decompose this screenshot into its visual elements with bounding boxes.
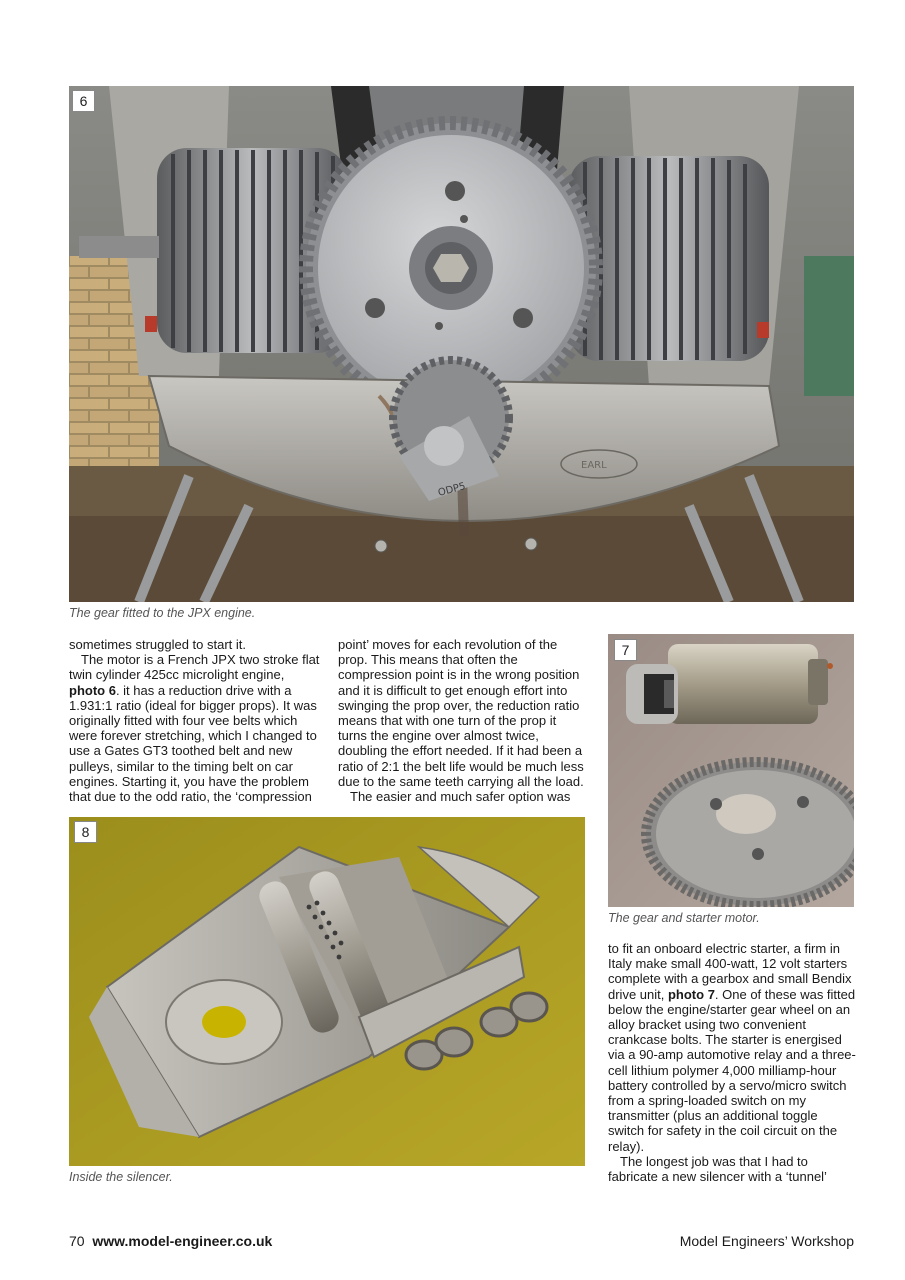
photo-6-engine-gear [69, 86, 854, 602]
silencer-illustration [69, 817, 585, 1166]
starter-part-mark: ODP5 [436, 481, 467, 499]
website-url[interactable]: www.model-engineer.co.uk [92, 1233, 273, 1249]
photo-7-caption: The gear and starter motor. [608, 911, 760, 925]
footer-left [69, 1233, 272, 1249]
photo-7-reference: photo 7 [667, 986, 715, 1002]
text-column-3 [608, 941, 856, 1184]
photo-8-number: 8 [74, 821, 97, 843]
publication-name: Model Engineers’ Workshop [679, 1233, 854, 1249]
col2-paragraph-2: The easier and much safer option was [350, 789, 571, 805]
text-column-2 [338, 637, 588, 804]
col3-paragraph-2: The longest job was that I had to fabricate a new silencer with a ‘tunnel’ [608, 1153, 827, 1185]
col1-paragraph-2 [69, 652, 321, 804]
photo-6-caption: The gear fitted to the JPX engine. [69, 606, 256, 620]
col2-paragraph-1: point’ moves for each revolution of the prop. This means that often the compression point is in the wrong position and it is difficult to get enough effort into swinging the prop over, the reduction ratio means that with one turn of the prop it turns the engine over almost twice, doubling the effort needed. If it had been a ratio of 2:1 the belt life would be much less due to the same teeth carrying all the load. [338, 637, 584, 789]
text-column-1 [69, 637, 321, 804]
page-number: 70 [69, 1233, 85, 1249]
col3-p1-text-a: to fit an onboard electric starter, a firm in Italy make small 400-watt, 12 volt starters complete with a gearbox and small Bendix drive unit, [608, 941, 852, 1002]
right-cylinder-fins [569, 156, 769, 361]
col1-p2-text-a: The motor is a French JPX two stroke flat twin cylinder 425cc microlight engine, [69, 652, 320, 683]
engine-gear-illustration [69, 86, 854, 602]
starter-motor-illustration [608, 634, 854, 907]
photo-6-number: 6 [72, 90, 95, 112]
col3-p1-text-b: . One of these was fitted below the engine/starter gear wheel on an alloy bracket using two convenient crankcase bolts. The starter is energised via a 90-amp automotive relay and a three-cell lithium polymer 4,000 milliamp-hour battery controlled by a servo/micro switch from a spring-loaded switch on my transmitter (plus an additional toggle switch for safety in the coil circuit on the relay). [608, 986, 856, 1154]
col1-p2-text-b: . it has a reduction drive with a 1.931:1 ratio (ideal for bigger props). It was originally fitted with four vee belts which were forever stretching, which I changed to use a Gates GT3 toothed belt and new pulleys, similar to the timing belt on car engines. Starting it, you have the problem that due to the odd ratio, the ‘compression [69, 682, 317, 805]
photo-8-caption: Inside the silencer. [69, 1170, 173, 1184]
col1-paragraph-1: sometimes struggled to start it. [69, 637, 247, 652]
sprocket-wheel [646, 762, 854, 906]
photo-6-reference: photo 6 [69, 682, 116, 698]
photo-7-starter-motor [608, 634, 854, 907]
crankcase-stamp: EARL [581, 460, 607, 471]
photo-7-number: 7 [614, 639, 637, 661]
col3-paragraph-1 [608, 941, 856, 1154]
photo-8-silencer [69, 817, 585, 1166]
